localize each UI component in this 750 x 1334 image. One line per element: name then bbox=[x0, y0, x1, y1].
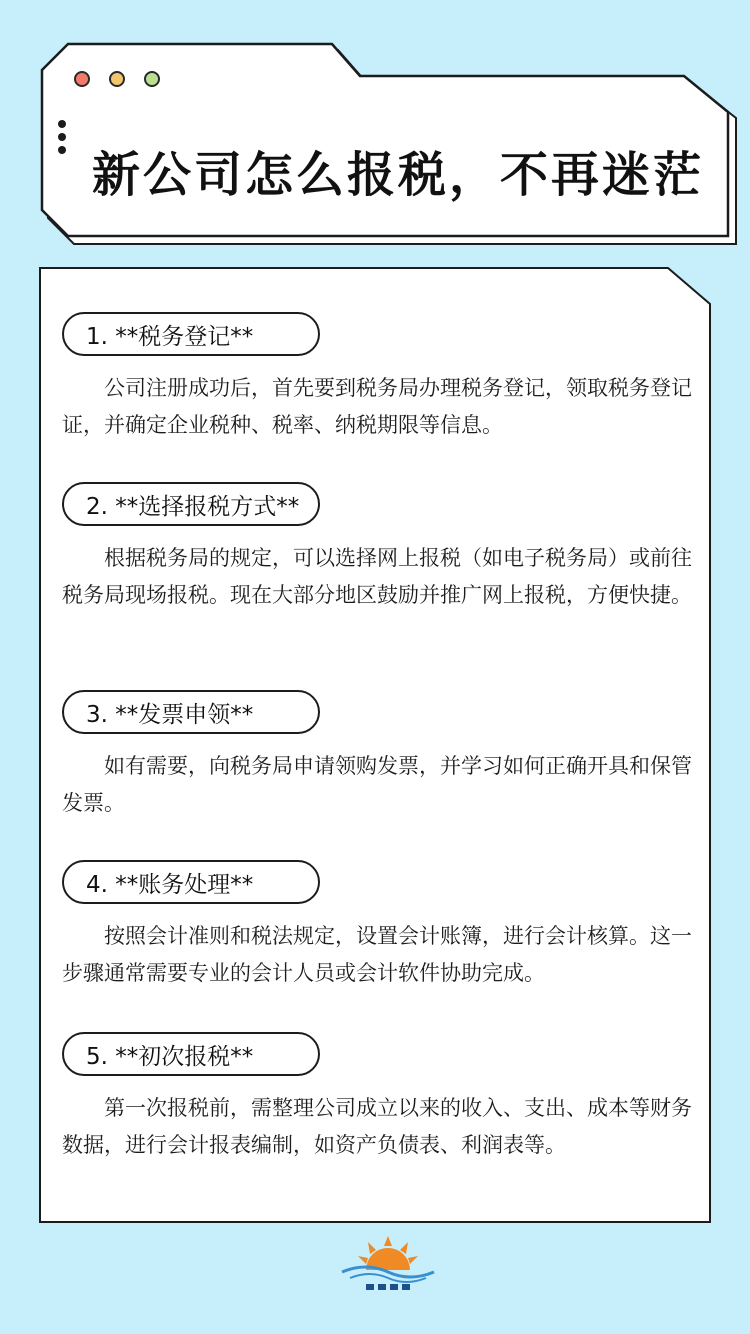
vertical-dots-icon bbox=[58, 120, 66, 128]
section-filing-method bbox=[62, 482, 696, 614]
section-heading: 5. **初次报税** bbox=[62, 1032, 320, 1076]
section-text: 如有需要，向税务局申请领购发票，并学习如何正确开具和保管发票。 bbox=[62, 754, 692, 815]
section-heading: 4. **账务处理** bbox=[62, 860, 320, 904]
section-text: 按照会计准则和税法规定，设置会计账簿，进行会计核算。这一步骤通常需要专业的会计人员或会计软件协助完成。 bbox=[62, 924, 692, 985]
section-text: 第一次报税前，需整理公司成立以来的收入、支出、成本等财务数据，进行会计报表编制，如资产负债表、利润表等。 bbox=[62, 1096, 692, 1157]
section-text: 公司注册成功后，首先要到税务局办理税务登记，领取税务登记证，并确定企业税种、税率、纳税期限等信息。 bbox=[62, 376, 692, 437]
window-dot-green-icon bbox=[144, 71, 160, 87]
header-card-frame bbox=[0, 0, 750, 260]
sun-over-water-logo-icon bbox=[336, 1232, 440, 1296]
section-bookkeeping bbox=[62, 860, 696, 992]
section-text: 根据税务局的规定，可以选择网上报税（如电子税务局）或前往税务局现场报税。现在大部分地区鼓励并推广网上报税，方便快捷。 bbox=[62, 546, 692, 607]
window-dot-yellow-icon bbox=[109, 71, 125, 87]
section-tax-registration bbox=[62, 312, 696, 444]
section-invoice-application bbox=[62, 690, 696, 822]
vertical-dots-icon bbox=[58, 133, 66, 141]
window-dot-red-icon bbox=[74, 71, 90, 87]
vertical-dots-icon bbox=[58, 146, 66, 154]
section-heading: 2. **选择报税方式** bbox=[62, 482, 320, 526]
section-heading: 3. **发票申领** bbox=[62, 690, 320, 734]
section-first-filing bbox=[62, 1032, 696, 1164]
page-title: 新公司怎么报税，不再迷茫 bbox=[92, 147, 705, 203]
header-card bbox=[0, 0, 750, 260]
section-heading: 1. **税务登记** bbox=[62, 312, 320, 356]
